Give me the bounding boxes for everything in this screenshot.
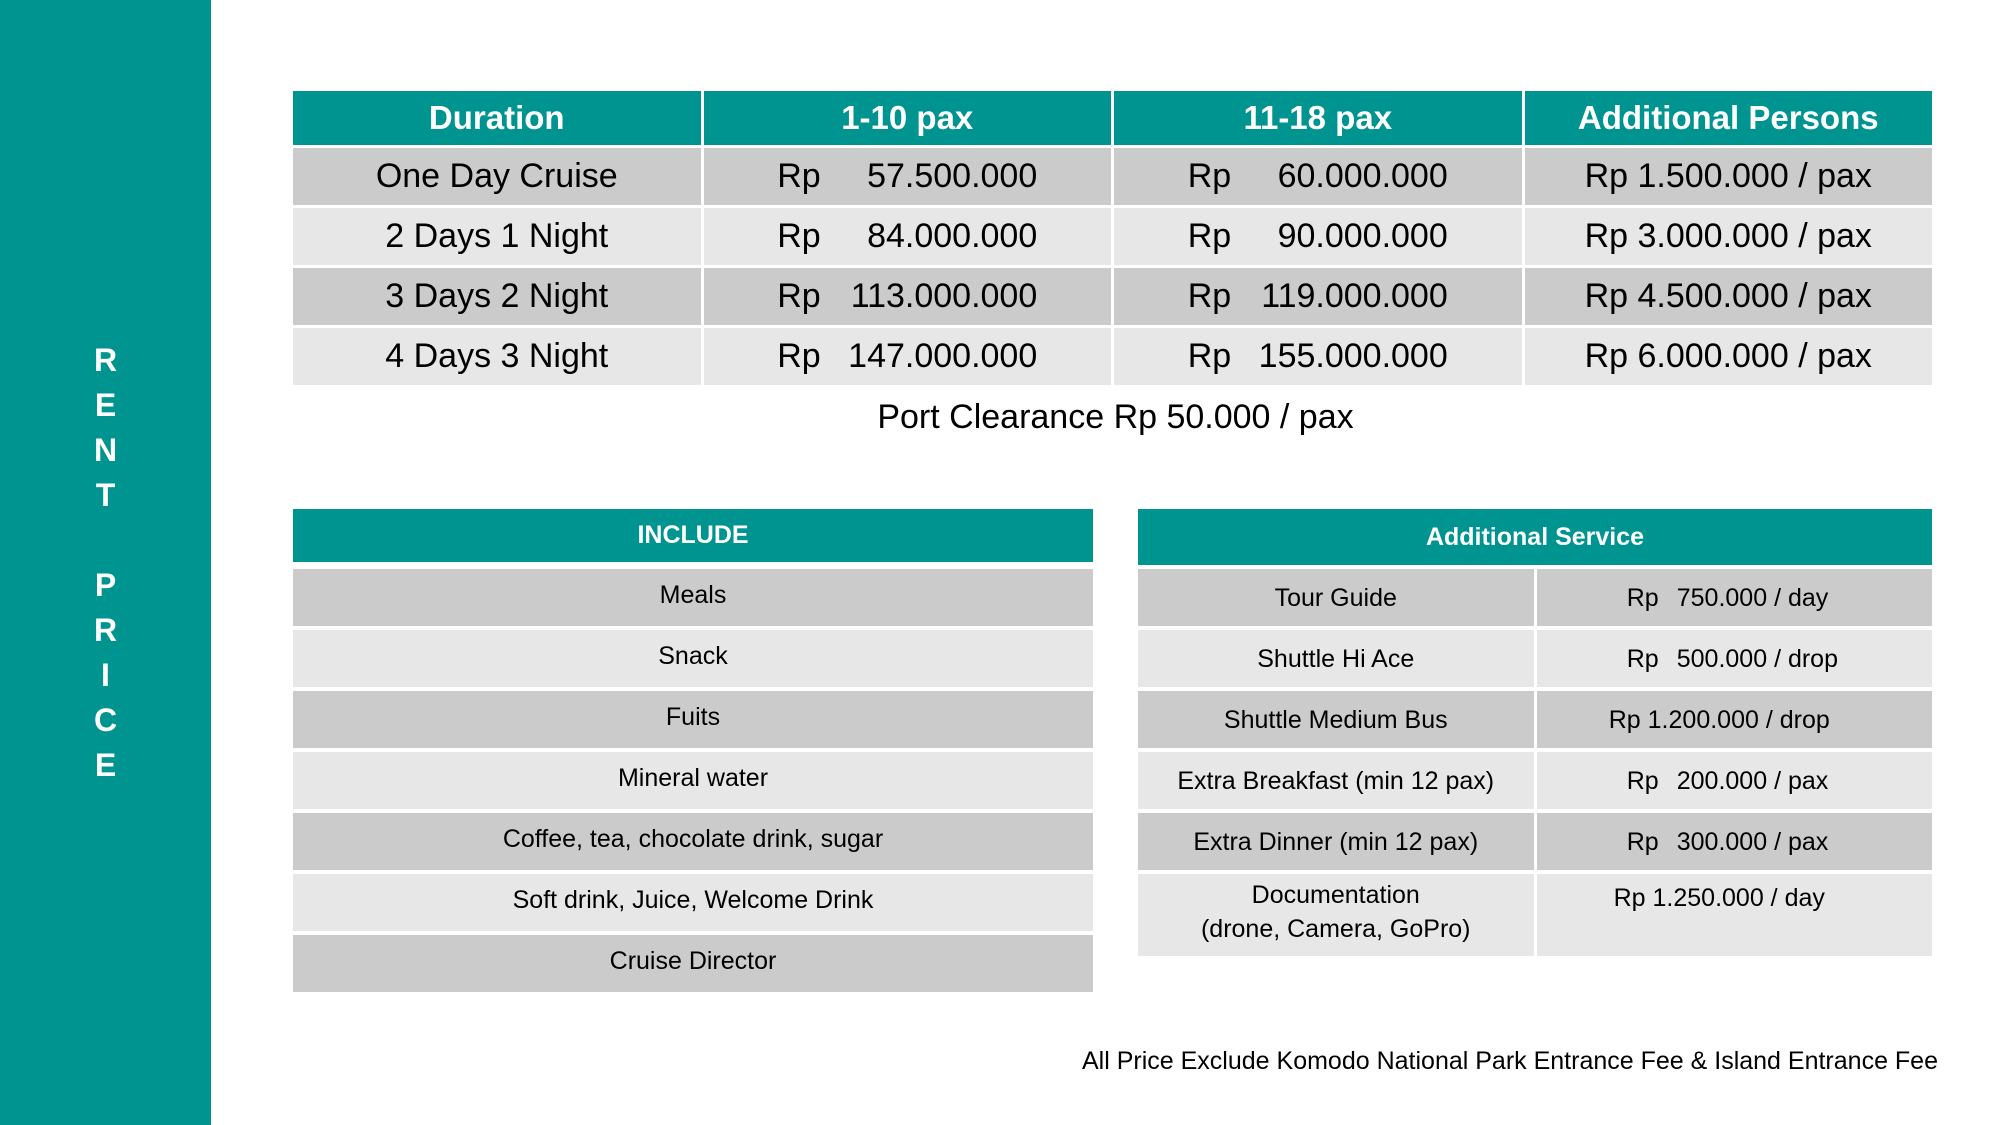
sidebar-letter: R: [93, 342, 118, 378]
service-row: [1138, 874, 1932, 956]
header-duration: Duration: [293, 91, 701, 145]
price-large-cell: [1114, 208, 1522, 265]
amount: 1.250.000 / day: [1652, 884, 1825, 912]
price-small-cell: [704, 208, 1112, 265]
currency: Rp: [1626, 828, 1659, 856]
service-row: [1138, 691, 1932, 748]
additional-cell: Rp 4.500.000 / pax: [1525, 268, 1933, 325]
service-price: [1537, 691, 1933, 748]
service-name-line2: (drone, Camera, GoPro): [1200, 915, 1471, 943]
service-name: Shuttle Medium Bus: [1138, 691, 1534, 748]
service-name: Tour Guide: [1138, 569, 1534, 626]
amount: 113.000.000: [850, 277, 1038, 315]
currency: Rp: [1613, 884, 1646, 912]
service-row: [1138, 569, 1932, 626]
additional-cell: Rp 6.000.000 / pax: [1525, 328, 1933, 385]
service-price: [1537, 569, 1933, 626]
amount: 90.000.000: [1277, 217, 1448, 255]
sidebar-letter: E: [94, 387, 117, 423]
price-large-cell: [1114, 328, 1522, 385]
service-price: [1537, 630, 1933, 687]
price-table: [290, 88, 1935, 388]
duration-cell: 4 Days 3 Night: [293, 328, 701, 385]
currency: Rp: [1626, 767, 1659, 795]
amount: 155.000.000: [1258, 337, 1448, 375]
price-small-cell: [704, 148, 1112, 205]
header-additional-persons: Additional Persons: [1525, 91, 1933, 145]
price-small-cell: [704, 268, 1112, 325]
amount: 60.000.000: [1277, 157, 1448, 195]
footer-note: All Price Exclude Komodo National Park Entrance Fee & Island Entrance Fee: [1082, 1047, 1938, 1075]
include-item: Meals: [293, 569, 1093, 626]
price-large-cell: [1114, 268, 1522, 325]
currency: Rp: [1626, 584, 1659, 612]
service-price: [1537, 752, 1933, 809]
currency: Rp: [777, 157, 821, 195]
amount: 119.000.000: [1261, 277, 1448, 315]
include-item: Mineral water: [293, 752, 1093, 809]
table-row: [293, 268, 1932, 325]
service-row: [1138, 630, 1932, 687]
amount: 200.000 / pax: [1676, 767, 1829, 795]
sidebar-letter: N: [93, 432, 118, 468]
sidebar-letter: T: [95, 477, 116, 513]
currency: Rp: [1187, 277, 1232, 315]
service-price: [1537, 813, 1933, 870]
sidebar-letter: P: [94, 567, 117, 603]
amount: 1.200.000 / drop: [1647, 706, 1830, 734]
header-11-18-pax: 11-18 pax: [1114, 91, 1522, 145]
sidebar-letter: C: [93, 702, 118, 738]
currency: Rp: [1187, 157, 1232, 195]
currency: Rp: [1187, 337, 1232, 375]
additional-service-table: [1135, 505, 1935, 960]
service-row: [1138, 813, 1932, 870]
include-item: Cruise Director: [293, 935, 1093, 992]
amount: 750.000 / day: [1676, 584, 1829, 612]
table-row: [293, 208, 1932, 265]
service-name: Shuttle Hi Ace: [1138, 630, 1534, 687]
sidebar-letter: R: [93, 612, 118, 648]
service-row: [1138, 752, 1932, 809]
sidebar-title: [0, 338, 211, 788]
price-large-cell: [1114, 148, 1522, 205]
include-item: Soft drink, Juice, Welcome Drink: [293, 874, 1093, 931]
price-small-cell: [704, 328, 1112, 385]
include-item: Coffee, tea, chocolate drink, sugar: [293, 813, 1093, 870]
include-item: Fuits: [293, 691, 1093, 748]
currency: Rp: [1626, 645, 1659, 673]
amount: 147.000.000: [848, 337, 1038, 375]
sidebar-letter: E: [94, 747, 117, 783]
table-row: [293, 148, 1932, 205]
service-name: [1138, 874, 1534, 956]
amount: 300.000 / pax: [1676, 828, 1829, 856]
currency: Rp: [777, 337, 821, 375]
currency: Rp: [777, 277, 821, 315]
port-clearance-note: Port Clearance Rp 50.000 / pax: [877, 398, 1354, 436]
service-name: Extra Breakfast (min 12 pax): [1138, 752, 1534, 809]
include-header: INCLUDE: [293, 509, 1093, 565]
amount: 84.000.000: [867, 217, 1038, 255]
service-name-line1: Documentation: [1251, 881, 1420, 909]
additional-service-header: Additional Service: [1138, 509, 1932, 565]
service-price: [1537, 874, 1933, 956]
additional-cell: Rp 1.500.000 / pax: [1525, 148, 1933, 205]
service-name: Extra Dinner (min 12 pax): [1138, 813, 1534, 870]
sidebar: [0, 0, 211, 1125]
sidebar-letter: I: [101, 657, 110, 693]
include-table: [293, 505, 1093, 996]
price-table-header: [293, 91, 1932, 145]
duration-cell: 2 Days 1 Night: [293, 208, 701, 265]
additional-cell: Rp 3.000.000 / pax: [1525, 208, 1933, 265]
duration-cell: One Day Cruise: [293, 148, 701, 205]
duration-cell: 3 Days 2 Night: [293, 268, 701, 325]
currency: Rp: [1187, 217, 1232, 255]
amount: 500.000 / drop: [1676, 645, 1838, 673]
currency: Rp: [777, 217, 821, 255]
header-1-10-pax: 1-10 pax: [704, 91, 1112, 145]
amount: 57.500.000: [867, 157, 1038, 195]
table-row: [293, 328, 1932, 385]
currency: Rp: [1608, 706, 1641, 734]
include-item: Snack: [293, 630, 1093, 687]
